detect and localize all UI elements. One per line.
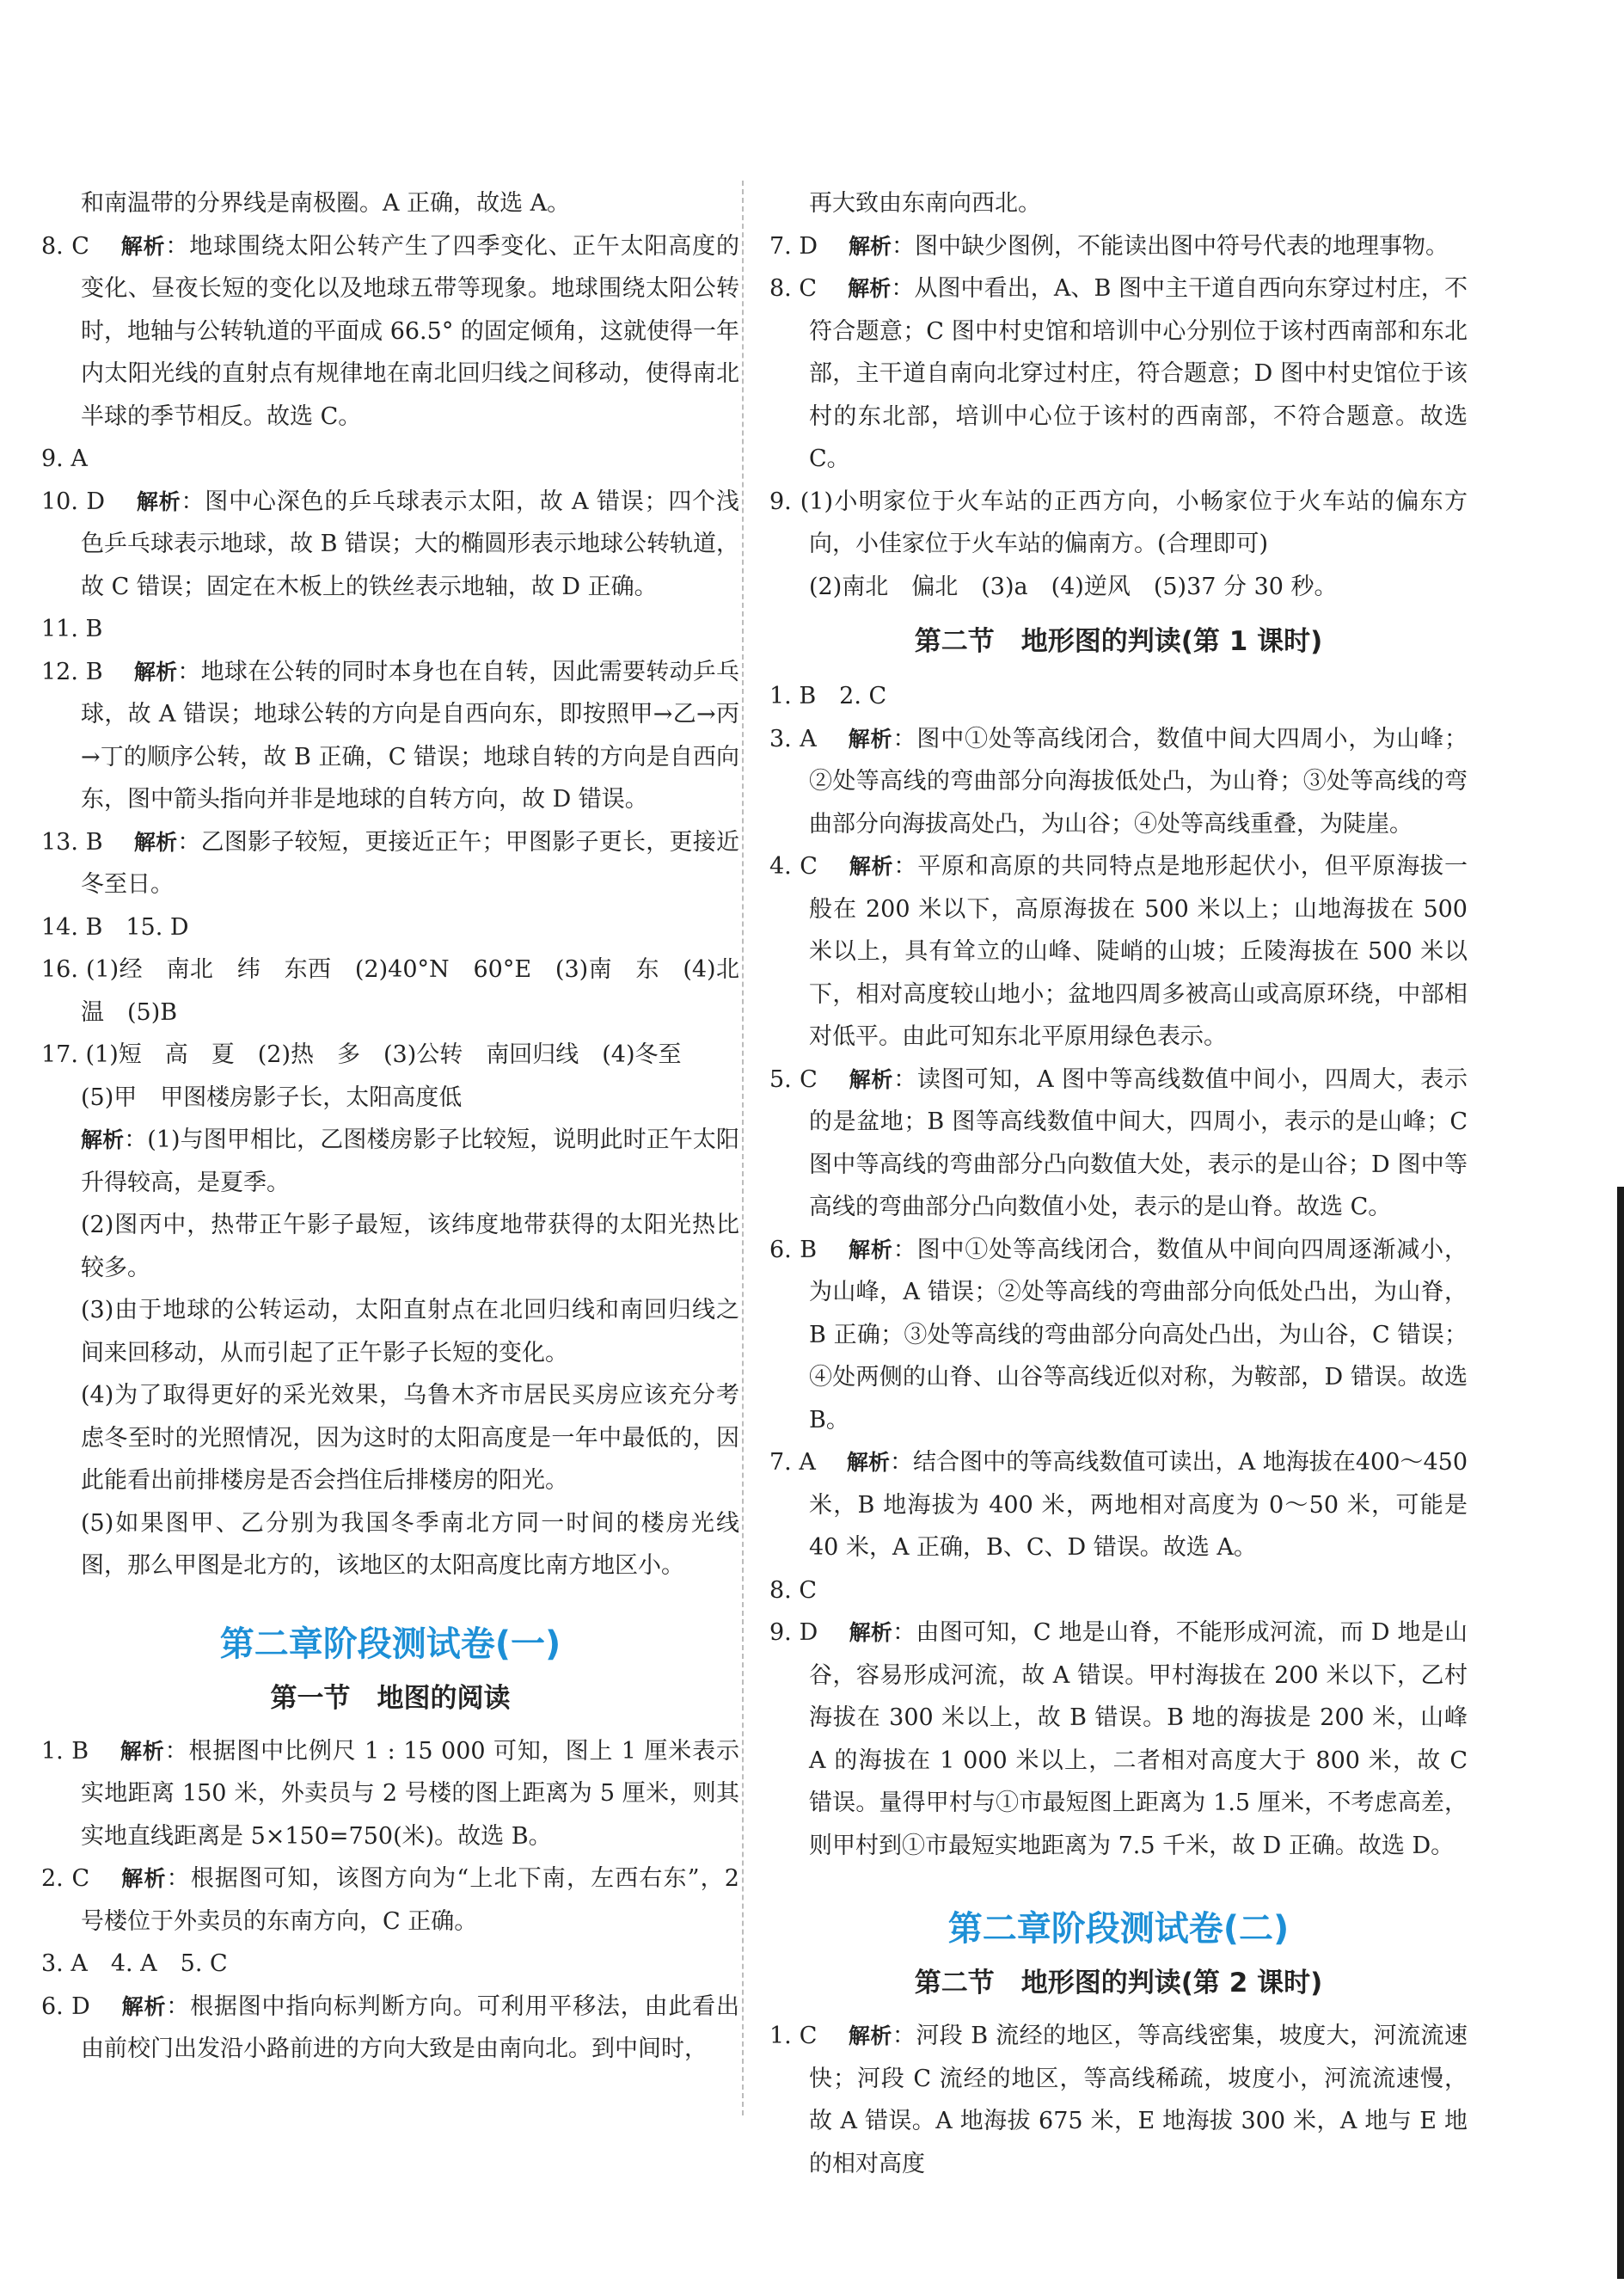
answer-17-part5: (5)甲 甲图楼房影子长，太阳高度低 [81,1084,463,1111]
column-divider [742,181,744,2115]
question-number: 8. C [41,232,89,260]
question-number: 13. B [41,828,103,856]
answer-8: 8. C [769,1576,818,1604]
analysis-text: ：根据图可知，该图方向为“上北下南，左西右东”，2 号楼位于外卖员的东南方向，C 正确。 [81,1865,739,1935]
question-number: 1. C [769,2023,818,2049]
question-number: 4. C [769,853,818,880]
analysis-label: 解析 [848,2023,892,2048]
analysis-label: 解析 [849,233,892,259]
question-number: 9. D [769,1619,818,1646]
analysis-17-2: (2)图丙中，热带正午影子最短，该纬度地带获得的太阳光热比较多。 [81,1212,739,1281]
analysis-label: 解析 [848,276,892,301]
analysis-label: 解析 [846,1450,891,1475]
section-title: 第二节 地形图的判读(第 1 课时) [914,626,1323,657]
left-column [41,182,739,2071]
question-number: 6. B [769,1236,818,1263]
answer-13 [41,821,739,906]
answer-10 [41,481,739,609]
question-number: 7. D [769,232,818,260]
answer-6 [41,1986,739,2071]
answer-8 [41,225,739,439]
answer-8 [769,267,1468,481]
chapter-title: 第二章阶段测试卷(一) [219,1624,561,1664]
analysis-text: ：图中①处等高线闭合，数值中间大四周小，为山峰；②处等高线的弯曲部分向海拔低处凸，为山脊；③处等高线的弯曲部分向海拔高处凸，为山谷；④处等高线重叠，为陡崖。 [809,725,1468,838]
analysis-label: 解析 [847,726,893,752]
text-line: 再大致由东南向西北。 [809,190,1041,217]
question-number: 12. B [41,658,103,685]
answer-5 [769,1059,1468,1229]
answer-1 [41,1730,739,1858]
answer-9: 9. A [41,445,88,472]
question-number: 3. A [769,725,817,752]
section-title: 第二节 地形图的判读(第 2 课时) [914,1968,1323,1998]
analysis-text: ：结合图中的等高线数值可读出，A 地海拔在400～450 米，B 地海拔为 400 米，两地相对高度为 0～50 米，可能是 40 米，A 正确，B、C、D 错误。故选 A。 [809,1449,1468,1561]
answer-7 [769,225,1468,268]
question-number: 10. D [41,488,105,515]
analysis-17-3: (3)由于地球的公转运动，太阳直射点在北回归线和南回归线之间来回移动，从而引起了正午影子长短的变化。 [81,1297,739,1366]
analysis-label: 解析 [81,1127,125,1152]
text-line: 和南温带的分界线是南极圈。A 正确，故选 A。 [81,190,571,217]
analysis-label: 解析 [120,1993,167,2019]
analysis-text: ：地球围绕太阳公转产生了四季变化、正午太阳高度的变化、昼夜长短的变化以及地球五带等现象。地球围绕太阳公转时，地轴与公转轨道的平面成 66.5° 的固定倾角，这就使得一年内太阳光线的直射点有规律地在南北回归线之间移动，使得南北半球的季节相反。故选 C。 [81,232,739,430]
analysis-text: ：图中缺少图例，不能读出图中符号代表的地理事物。 [892,232,1449,260]
analysis-text: ：根据图中比例尺 1 : 15 000 可知，图上 1 厘米表示实地距离 150 米，外卖员与 2 号楼的图上距离为 5 厘米，则其实地直线距离是 5×150=750(米)。故选 B。 [81,1737,740,1850]
analysis-text: ：由图可知，C 地是山脊，不能形成河流，而 D 地是山谷，容易形成河流，故 A 错误。甲村海拔在 200 米以下，乙村海拔在 300 米以上，故 B 错误。B 地的海拔是 200 米，山峰 A 的海拔在 1 000 米以上，二者相对高度大于 800 米，故 C 错误。量得甲村与①市最短图上距离为 1.5 厘米，不考虑高差，则甲村到①市最短实地距离为 7.5 千米，故 D 正确。故选 D。 [809,1619,1468,1859]
answer-12 [41,651,739,821]
analysis-text: ：图中①处等高线闭合，数值从中间向四周逐渐减小，为山峰，A 错误；②处等高线的弯曲部分向低处凸出，为山脊，B 正确；③处等高线的弯曲部分向高处凸出，为山谷，C 错误；④处两侧的山脊、山谷等高线近似对称，为鞍部，D 错误。故选 B。 [809,1236,1468,1434]
analysis-text: ：(1)与图甲相比，乙图楼房影子比较短，说明此时正午太阳升得较高，是夏季。 [81,1127,739,1196]
analysis-label: 解析 [133,659,178,685]
answer-1 [769,2015,1468,2185]
answer-14-15: 14. B 15. D [41,913,189,941]
analysis-text: ：平原和高原的共同特点是地形起伏小，但平原海拔一般在 200 米以下，高原海拔在 500 米以上；山地海拔在 500 米以上，具有耸立的山峰、陡峭的山坡；丘陵海拔在 500 米以下，相对高度较山地小；盆地四周多被高山或高原环绕，中部相对低平。由此可知东北平原用绿色表示。 [809,853,1468,1050]
analysis-17-4: (4)为了取得更好的采光效果，乌鲁木齐市居民买房应该充分考虑冬至时的光照情况，因为这时的太阳高度是一年中最低的，因此能看出前排楼房是否会挡住后排楼房的阳光。 [81,1382,739,1494]
analysis-text: ：河段 B 流经的地区，等高线密集，坡度大，河流流速快；河段 C 流经的地区，等高线稀疏，坡度小，河流流速慢，故 A 错误。A 地海拔 675 米，E 地海拔 300 米，A 地与 E 地的相对高度 [809,2023,1468,2177]
answer-16: 16. (1)经 南北 纬 东西 (2)40°N 60°E (3)南 东 (4)北温 (5)B [41,956,739,1026]
analysis-label: 解析 [136,488,181,514]
answer-1-2: 1. B 2. C [769,683,887,709]
analysis-text: ：根据图中指向标判断方向。可利用平移法，由此看出由前校门出发沿小路前进的方向大致是由南向北。到中间时， [81,1992,739,2062]
analysis-label: 解析 [848,1066,894,1092]
chapter-title: 第二章阶段测试卷(二) [947,1909,1290,1949]
section-title: 第一节 地图的阅读 [270,1682,511,1714]
question-number: 8. C [769,275,818,302]
question-number: 2. C [41,1865,90,1892]
answer-3 [769,718,1468,846]
analysis-text: ：地球在公转的同时本身也在自转，因此需要转动乒乓球，故 A 错误；地球公转的方向是自西向东，即按照甲→乙→丙→丁的顺序公转，故 B 正确，C 错误；地球自转的方向是自西向东，图中箭头指向并非是地球的自转方向，故 D 错误。 [81,658,739,813]
page-edge-shadow [1617,1187,1624,2279]
analysis-text: ：从图中看出，A、B 图中主干道自西向东穿过村庄，不符合题意；C 图中村史馆和培训中心分别位于该村西南部和东北部，主干道自南向北穿过村庄，符合题意；D 图中村史馆位于该村的东北部，培训中心位于该村的西南部，不符合题意。故选 C。 [809,275,1468,472]
analysis-label: 解析 [120,1738,165,1764]
analysis-17-1 [41,1119,739,1204]
answer-7 [769,1441,1468,1569]
analysis-label: 解析 [120,1866,167,1891]
question-number: 7. A [769,1449,816,1476]
answer-6 [769,1229,1468,1442]
analysis-label: 解析 [848,1237,893,1262]
answer-11: 11. B [41,616,103,642]
answer-3-5: 3. A 4. A 5. C [41,1950,228,1977]
answer-17: 17. (1)短 高 夏 (2)热 多 (3)公转 南回归线 (4)冬至 [41,1041,682,1068]
question-number: 1. B [41,1737,89,1765]
analysis-text: ：图中心深色的乒乓球表示太阳，故 A 错误；四个浅色乒乓球表示地球，故 B 错误；大的椭圆形表示地球公转轨道，故 C 错误；固定在木板上的铁丝表示地轴，故 D 正确。 [81,488,740,600]
answer-2 [41,1857,739,1943]
analysis-label: 解析 [120,233,166,259]
answer-4 [769,845,1468,1059]
analysis-text: ：乙图影子较短，更接近正午；甲图影子更长，更接近冬至日。 [81,828,739,898]
analysis-label: 解析 [848,854,894,879]
answer-9 [769,1612,1468,1867]
right-column [769,182,1468,2185]
analysis-17-5: (5)如果图甲、乙分别为我国冬季南北方同一时间的楼房光线图，那么甲图是北方的，该地区的太阳高度比南方地区小。 [81,1509,739,1579]
answer-9-parts: (2)南北 偏北 (3)a (4)逆风 (5)37 分 30 秒。 [809,573,1338,600]
analysis-label: 解析 [849,1620,893,1645]
question-number: 6. D [41,1992,90,2020]
answer-9: 9. (1)小明家位于火车站的正西方向，小畅家位于火车站的偏东方向，小佳家位于火车站的偏南方。(合理即可) [769,488,1468,557]
analysis-text: ：读图可知，A 图中等高线数值中间小，四周大，表示的是盆地；B 图等高线数值中间大，四周小，表示的是山峰；C 图中等高线的弯曲部分凸向数值大处，表示的是山谷；D 图中等高线的弯曲部分凸向数值小处，表示的是山脊。故选 C。 [809,1065,1468,1220]
question-number: 5. C [769,1065,818,1093]
analysis-label: 解析 [133,829,178,855]
